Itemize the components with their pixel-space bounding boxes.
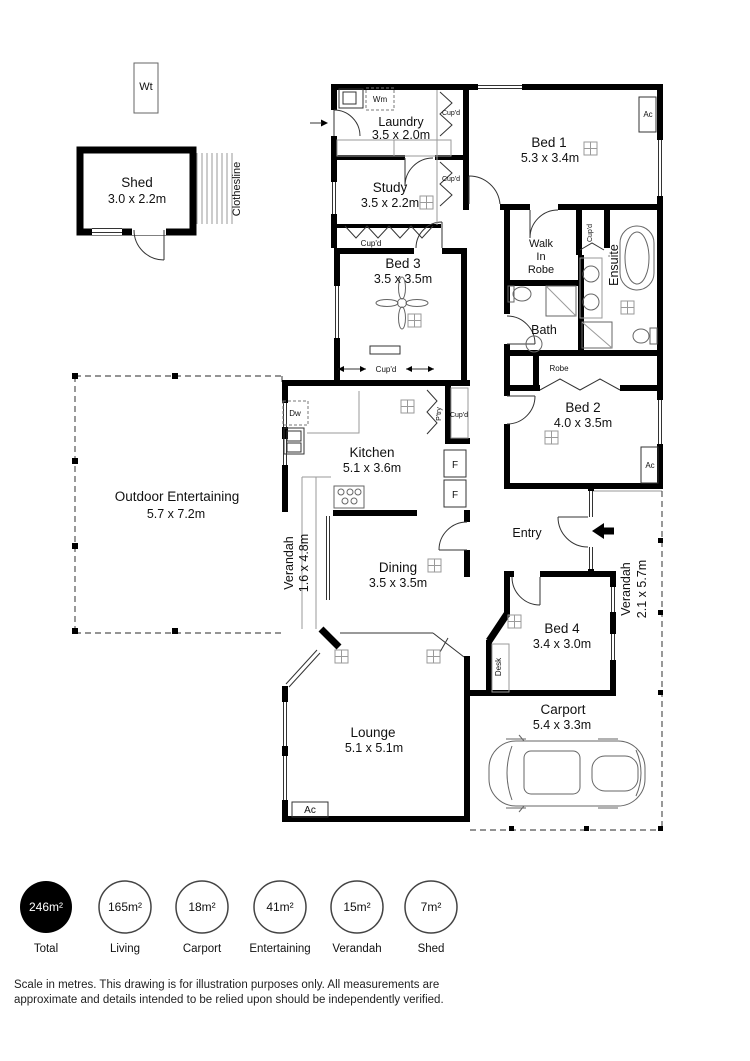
ac-label-2: Ac xyxy=(645,461,655,470)
legend-item-shed xyxy=(405,881,457,955)
walls xyxy=(282,84,663,822)
legend-item-living xyxy=(99,881,151,955)
shed xyxy=(80,150,193,260)
laundry-dims: 3.5 x 2.0m xyxy=(371,128,431,142)
robe-name: Robe xyxy=(549,364,569,373)
legend-label-total: Total xyxy=(33,943,59,955)
toilet xyxy=(633,329,649,343)
disclaimer xyxy=(14,979,444,1006)
legend-item-total xyxy=(20,881,72,955)
fridge-label-2: F xyxy=(451,490,459,501)
shed-dims: 3.0 x 2.2m xyxy=(107,192,167,206)
dining-dims: 3.5 x 3.5m xyxy=(368,576,428,590)
clothesline xyxy=(197,153,243,224)
bed4-dims: 3.4 x 3.0m xyxy=(532,637,592,651)
bath-name: Bath xyxy=(531,323,557,337)
lounge-name: Lounge xyxy=(350,725,396,740)
cupboard-label-4: Cup'd xyxy=(375,365,397,374)
water-tank xyxy=(134,63,158,113)
laundry-entry-arrow xyxy=(321,120,328,127)
legend-value-total: 246m² xyxy=(28,900,64,914)
legend-label-carport: Carport xyxy=(182,943,222,955)
area-legend xyxy=(20,881,457,955)
outdoor-dims: 5.7 x 7.2m xyxy=(146,507,206,521)
dining-name: Dining xyxy=(378,560,418,575)
clothesline-label: Clothesline xyxy=(231,161,243,217)
lounge-dims: 5.1 x 5.1m xyxy=(344,741,404,755)
legend-label-verandah: Verandah xyxy=(332,943,382,955)
legend-label-living: Living xyxy=(109,943,141,955)
disclaimer-line1: Scale in metres. This drawing is for illustration purposes only. All measurements are xyxy=(14,979,440,991)
carport-dims: 5.4 x 3.3m xyxy=(532,718,592,732)
ensuite-name: Ensuite xyxy=(607,244,621,286)
legend-label-entertaining: Entertaining xyxy=(249,943,311,955)
bed1-dims: 5.3 x 3.4m xyxy=(520,151,580,165)
legend-item-entertaining xyxy=(249,881,310,955)
verandah-east-dims: 2.1 x 5.7m xyxy=(635,559,649,619)
wir-line3: Robe xyxy=(527,264,555,276)
fixtures xyxy=(283,88,658,817)
basin xyxy=(583,294,599,310)
legend-value-entertaining: 41m² xyxy=(266,900,294,914)
fridge-label-1: F xyxy=(451,460,459,471)
wir-line2: In xyxy=(536,251,546,263)
cupboard-label-3: Cup'd xyxy=(360,239,382,248)
bed2-dims: 4.0 x 3.5m xyxy=(553,416,613,430)
legend-value-verandah: 15m² xyxy=(343,900,371,914)
entry-name: Entry xyxy=(512,526,542,540)
basin xyxy=(583,266,599,282)
study-dims: 3.5 x 2.2m xyxy=(360,196,420,210)
legend-value-carport: 18m² xyxy=(188,900,216,914)
verandah-west-name: Verandah xyxy=(282,536,296,590)
cupboard-label-6: Cup'd xyxy=(449,412,469,419)
legend-item-verandah xyxy=(331,881,383,955)
dishwasher-label: Dw xyxy=(289,409,301,418)
bed3-name: Bed 3 xyxy=(385,256,421,271)
legend-value-shed: 7m² xyxy=(420,900,442,914)
legend-value-living: 165m² xyxy=(107,900,143,914)
toilet xyxy=(513,287,531,301)
bed4-name: Bed 4 xyxy=(544,621,580,636)
ac-label-1: Ac xyxy=(643,110,653,119)
disclaimer-line2: approximate and details intended to be relied upon should be independently verified. xyxy=(14,994,444,1006)
desk-label: Desk xyxy=(494,657,503,677)
carport-name: Carport xyxy=(540,702,586,717)
kitchen-name: Kitchen xyxy=(349,445,395,460)
bed3-dims: 3.5 x 3.5m xyxy=(373,272,433,286)
laundry-name: Laundry xyxy=(378,115,424,129)
legend-label-shed: Shed xyxy=(417,943,445,955)
legend-item-carport xyxy=(176,881,228,955)
washing-machine-label: Wm xyxy=(372,95,388,104)
verandah-east-name: Verandah xyxy=(619,562,633,616)
cupboard-label-1: Cup'd xyxy=(441,110,461,117)
entry-arrow-icon xyxy=(592,523,614,539)
cupboard-label-5: Cup'd xyxy=(587,223,594,243)
outdoor-name: Outdoor Entertaining xyxy=(114,489,240,504)
wir-line1: Walk xyxy=(528,238,554,250)
shed-name: Shed xyxy=(121,175,153,190)
pantry-label: P'try xyxy=(436,407,443,421)
water-tank-label: Wt xyxy=(139,81,153,93)
kitchen-dims: 5.1 x 3.6m xyxy=(342,461,402,475)
study-name: Study xyxy=(372,180,408,195)
cupboard-label-2: Cup'd xyxy=(441,176,461,183)
ac-label-3: Ac xyxy=(304,805,316,816)
bed1-name: Bed 1 xyxy=(531,135,567,150)
bed2-name: Bed 2 xyxy=(565,400,601,415)
car-icon xyxy=(489,735,645,812)
verandah-west-dims: 1.6 x 4.8m xyxy=(297,533,311,593)
